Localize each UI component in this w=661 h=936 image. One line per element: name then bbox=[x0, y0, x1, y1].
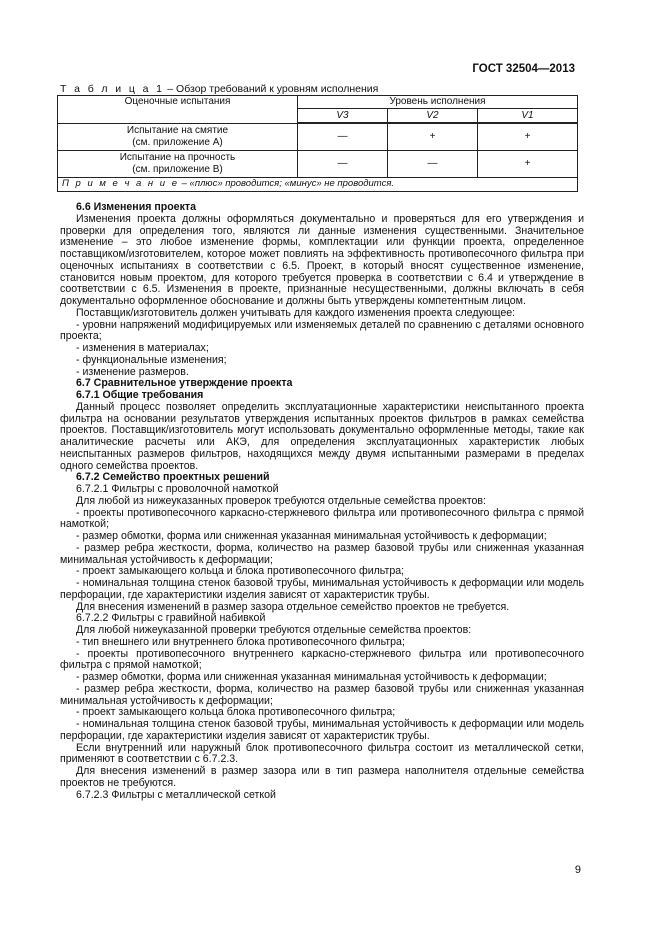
level-v3: V3 bbox=[298, 109, 388, 124]
paragraph: Для любой из нижеуказанных проверок требуются отдельные семейства проектов: bbox=[76, 494, 486, 507]
test-name bbox=[58, 150, 298, 177]
note-label: П р и м е ч а н и е bbox=[62, 178, 179, 189]
paragraph: - размер ребра жесткости, форма, количество на размер базовой трубы или сниженная указанная минимальная устойчивость к деформации; bbox=[60, 682, 584, 707]
paragraph: Для любой нижеуказанной проверки требуются отдельные семейства проектов: bbox=[76, 624, 472, 636]
section-heading: 6.7.1 Общие требования bbox=[76, 389, 204, 401]
paragraph: - проект замыкающего кольца и блока противопесочного фильтра; bbox=[76, 565, 405, 578]
requirements-table bbox=[57, 95, 578, 192]
table-caption-label: Т а б л и ц а 1 bbox=[60, 83, 165, 95]
paragraph: - проекты противопесочного внутреннего каркасно-стержневого фильтра или противопесочного фильтра с прямой намоткой; bbox=[60, 647, 584, 672]
section-heading: 6.7.2 Семейство проектных решений bbox=[76, 471, 270, 484]
note-text: – «плюс» проводится; «минус» не проводится. bbox=[179, 178, 395, 189]
paragraph: Изменения проекта должны оформляться документально и проверяться для его утверждения и проверки для определения того, являются ли данные изменения существенными. Значительное изменение – это любое изменение формы, комплектации или функции проекта, определенное поставщиком/изготовителем, которое может повлиять на эффективность противопесочного фильтра при оценочных испытаниях в соответствии с 6.5. Проект, в который вносят существенное изменение, становится новым проектом, для которого требуется проверка в соответствии с 6.4 и утверждение в соответствии с 6.5. Изменения в проекте, признанные несущественными, должны включать в себя документально оформленное обоснование и должны быть утверждены компетентным лицом. bbox=[60, 212, 584, 307]
page-number: 9 bbox=[574, 864, 581, 876]
test-name bbox=[58, 123, 298, 150]
level-v2: V2 bbox=[388, 109, 478, 124]
paragraph: Для внесения изменений в размер зазора или в тип размера наполнителя отдельные семейства проектов не требуются. bbox=[60, 765, 584, 789]
value-cell: — bbox=[298, 123, 388, 150]
body-text bbox=[60, 202, 584, 801]
paragraph: Если внутренний или наружный блок противопесочного фильтра состоит из металлической сетки, применяют в соответствии с 6.7.2.3. bbox=[60, 741, 584, 766]
paragraph: - проекты противопесочного каркасно-стержневого фильтра или противопесочного фильтра с прямой намоткой; bbox=[60, 506, 584, 531]
table-caption bbox=[60, 83, 378, 95]
test-name-line2: (см. приложение В) bbox=[132, 163, 223, 175]
paragraph: - размер ребра жесткости, форма, количество на размер базовой трубы или сниженная указанная минимальная устойчивость к деформации; bbox=[60, 541, 584, 566]
test-name-line1: Испытание на смятие bbox=[126, 124, 229, 136]
paragraph: 6.7.2.2 Фильтры с гравийной набивкой bbox=[76, 612, 266, 625]
paragraph: Данный процесс позволяет определить эксплуатационные характеристики неиспытанного проекта фильтра на основании результатов утверждения испытанных проектов фильтров в рамках семейства проектов. Поставщик/изготовитель могут использовать документально оформленные методы, такие как аналитические расчеты или АКЭ, для определения эксплуатационных характеристик любых неиспытанных размеров фильтров, находящихся между двумя испытанными размерами в пределах одного семейства проектов. bbox=[60, 400, 584, 472]
value-cell: — bbox=[388, 150, 478, 177]
paragraph: Поставщик/изготовитель должен учитывать для каждого изменения проекта следующее: bbox=[76, 306, 516, 319]
paragraph: - тип внешнего или внутреннего блока противопесочного фильтра; bbox=[76, 635, 405, 648]
paragraph: 6.7.2.1 Фильтры с проволочной намоткой bbox=[76, 483, 279, 495]
paragraph: - уровни напряжений модифицируемых или изменяемых деталей по сравнению с деталями основного проекта; bbox=[60, 318, 584, 343]
paragraph: - проект замыкающего кольца блока противопесочного фильтра; bbox=[76, 706, 396, 719]
paragraph: - размер обмотки, форма или сниженная указанная минимальная устойчивость к деформации; bbox=[76, 671, 547, 683]
table-note bbox=[58, 177, 578, 191]
level-v1: V1 bbox=[478, 109, 578, 124]
value-cell: + bbox=[478, 123, 578, 150]
value-cell: + bbox=[388, 123, 478, 150]
test-name-line2: (см. приложение А) bbox=[132, 136, 223, 148]
table-caption-text: – Обзор требований к уровням исполнения bbox=[164, 83, 379, 95]
test-name-line1: Испытание на прочность bbox=[119, 151, 236, 163]
table-header-row bbox=[58, 96, 578, 109]
paragraph: 6.7.2.3 Фильтры с металлической сеткой bbox=[76, 788, 276, 801]
value-cell: + bbox=[478, 150, 578, 177]
paragraph: - функциональные изменения; bbox=[76, 353, 227, 366]
paragraph: - изменение размеров. bbox=[76, 365, 189, 378]
value-cell: — bbox=[298, 150, 388, 177]
paragraph: - номинальная толщина стенок базовой трубы, минимальная устойчивость к деформации или модель перфорации, где характеристики изделия зависят от характеристик трубы. bbox=[60, 718, 584, 742]
standard-code: ГОСТ 32504—2013 bbox=[472, 63, 575, 75]
table-row bbox=[58, 150, 578, 177]
header-tests: Оценочные испытания bbox=[58, 96, 298, 124]
table-note-row bbox=[58, 177, 578, 191]
section-heading: 6.6 Изменения проекта bbox=[76, 201, 196, 213]
section-heading: 6.7 Сравнительное утверждение проекта bbox=[76, 377, 293, 390]
paragraph: - размер обмотки, форма или сниженная указанная минимальная устойчивость к деформации; bbox=[76, 530, 547, 542]
table-row bbox=[58, 123, 578, 150]
header-level: Уровень исполнения bbox=[298, 96, 578, 109]
paragraph: - изменения в материалах; bbox=[76, 342, 209, 354]
paragraph: - номинальная толщина стенок базовой трубы, минимальная устойчивость к деформации или модель перфорации, где характеристики изделия зависят от характеристик трубы. bbox=[60, 577, 584, 601]
paragraph: Для внесения изменений в размер зазора отдельное семейство проектов не требуется. bbox=[76, 600, 510, 613]
